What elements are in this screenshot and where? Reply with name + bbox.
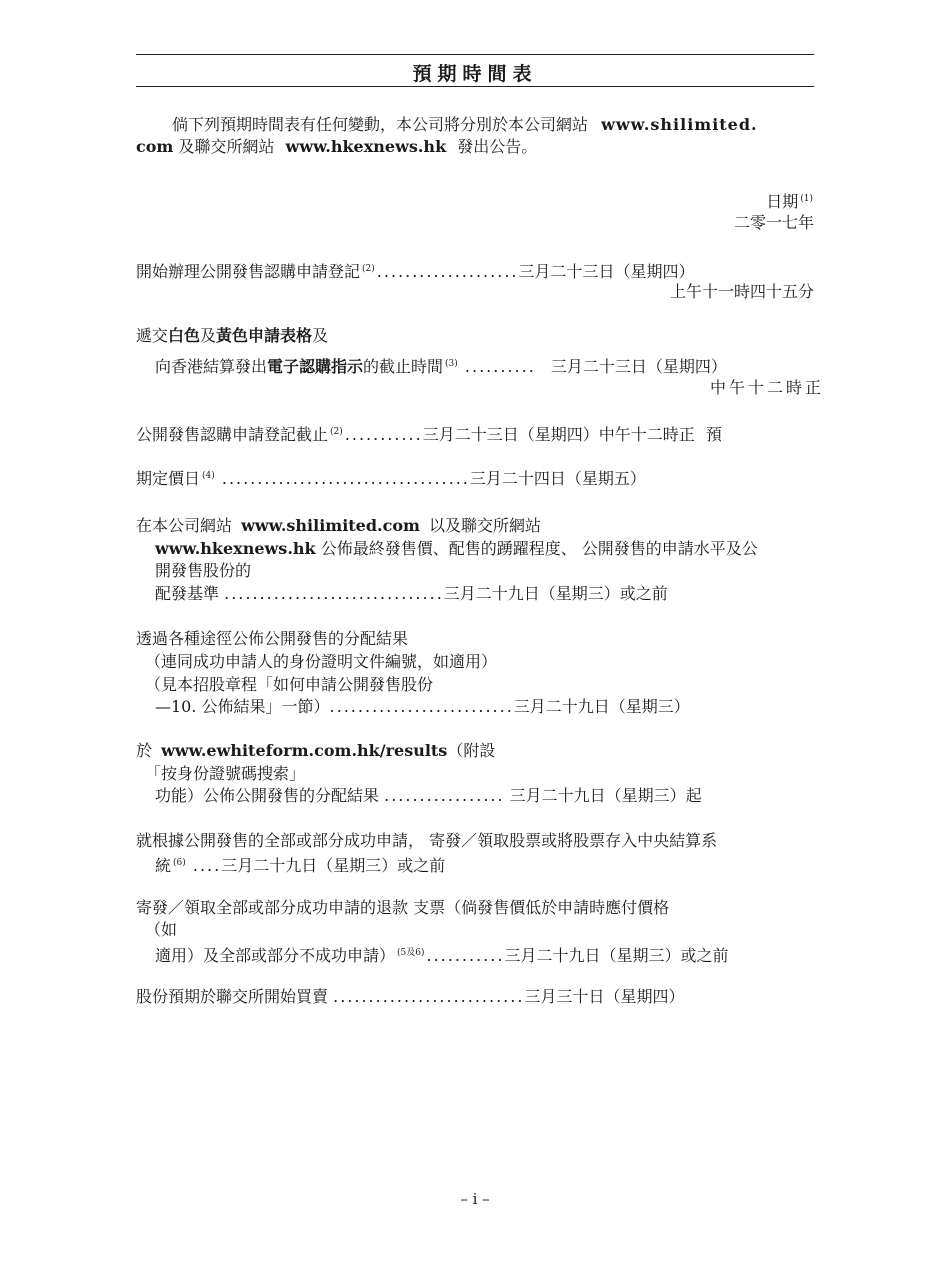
top-rule: [136, 54, 814, 55]
event-label: 期定價日: [136, 469, 201, 488]
schedule-row-cont: [155, 697, 690, 717]
intro-text-mid: 及聯交所網站: [178, 137, 275, 156]
yellow-form-label: 黃色申請表格: [216, 326, 313, 345]
schedule-row-cont: [155, 561, 251, 581]
schedule-row: [136, 987, 684, 1007]
company-website-link[interactable]: www.shilimited.: [601, 115, 758, 134]
time-text: 中午十二時正: [709, 378, 824, 397]
event-date: 三月二十三日（星期四）: [518, 262, 695, 281]
schedule-row: [136, 326, 328, 346]
leader-dots: ...................................: [221, 469, 470, 488]
eipo-label: 電子認購指示: [267, 357, 364, 376]
event-date: 三月二十九日（星期三）或之前: [443, 584, 668, 603]
event-date: 三月二十三日（星期四）: [550, 357, 727, 376]
white-form-label: 白色: [168, 326, 201, 345]
footnote-ref: (2): [330, 427, 343, 437]
text: 遞交: [136, 326, 169, 345]
schedule-row-cont: [145, 764, 305, 784]
company-website-link[interactable]: www.shilimited.com: [241, 516, 420, 535]
text: 在本公司網站: [136, 516, 233, 535]
footnote-ref: (2): [362, 264, 375, 274]
text: 向香港結算發出: [155, 357, 268, 376]
schedule-row-cont: [155, 943, 728, 966]
event-label: 配發基準: [155, 584, 220, 603]
company-website-link-end[interactable]: com: [136, 137, 174, 156]
hkex-website-link[interactable]: www.hkexnews.hk: [155, 539, 316, 558]
event-label: 適用）及全部或部分不成功申請）: [155, 946, 396, 965]
event-date: 三月二十三日（星期四）中午十二時正: [422, 425, 695, 444]
event-date: 三月二十四日（星期五）: [469, 469, 646, 488]
title-underline: [136, 86, 814, 87]
page-number: – i –: [460, 1190, 490, 1208]
leader-dots: .................: [384, 786, 505, 805]
schedule-row: [136, 898, 669, 918]
date-label: 日期: [766, 192, 799, 211]
intro-line-2: [136, 137, 537, 157]
schedule-row: [136, 629, 408, 649]
schedule-row: [136, 422, 722, 445]
leader-dots: ..........: [464, 357, 536, 376]
text: （附設: [447, 741, 496, 760]
schedule-row: [136, 466, 646, 489]
ewhiteform-link[interactable]: www.ewhiteform.com.hk/results: [161, 741, 448, 760]
year-label: 二零一七年: [733, 213, 814, 232]
intro-text-end: 發出公告。: [457, 137, 538, 156]
footnote-ref: (3): [445, 359, 458, 369]
text: （如: [145, 920, 178, 939]
schedule-row-cont: [145, 675, 433, 695]
schedule-row: [136, 516, 541, 536]
text: 公佈最終發售價、配售的踴躍程度、 公開發售的申請水平及公: [320, 539, 758, 558]
schedule-row-cont: [145, 652, 497, 672]
event-date: 三月二十九日（星期三）: [513, 697, 690, 716]
schedule-row-cont: [155, 584, 668, 604]
event-date: 三月二十九日（星期三）或之前: [221, 856, 446, 875]
text: 及: [200, 326, 217, 345]
text: 透過各種途徑公佈公開發售的分配結果: [136, 629, 409, 648]
leader-dots: ...........: [426, 946, 505, 965]
time-text: 上午十一時四十五分: [669, 282, 814, 301]
intro-text: 倘下列預期時間表有任何變動，本公司將分別於本公司網站: [172, 115, 589, 134]
text: 於: [136, 741, 153, 760]
event-time: [670, 282, 814, 302]
event-time: [710, 378, 824, 398]
text: 開發售股份的: [155, 561, 252, 580]
schedule-row-cont: [155, 853, 445, 876]
schedule-row-cont: [145, 920, 177, 940]
event-label: 股份預期於聯交所開始買賣: [136, 987, 329, 1006]
text: 「按身份證號碼搜索」: [145, 764, 306, 783]
schedule-row: [136, 741, 495, 761]
text: 預: [705, 425, 722, 444]
schedule-row: [136, 831, 717, 851]
event-label: 開始辦理公開發售認購申請登記: [136, 262, 361, 281]
leader-dots: ....................: [376, 262, 519, 281]
text: 寄發／領取全部或部分成功申請的退款 支票（倘發售價低於申請時應付價格: [136, 898, 670, 917]
event-label: 公開發售認購申請登記截止: [136, 425, 329, 444]
event-date: 三月三十日（星期四）: [524, 987, 685, 1006]
event-date: 三月二十九日（星期三）或之前: [504, 946, 729, 965]
intro-line-1: [172, 115, 758, 135]
schedule-row-cont: [155, 539, 758, 559]
text: 及: [312, 326, 329, 345]
text: 就根據公開發售的全部或部分成功申請， 寄發／領取股票或將股票存入中央結算系: [136, 831, 718, 850]
event-label: —10. 公佈結果」一節）: [155, 697, 330, 716]
footnote-ref: (1): [800, 194, 813, 204]
leader-dots: ...........................: [333, 987, 525, 1006]
text: （見本招股章程「如何申請公開發售股份: [145, 675, 434, 694]
text: 的截止時間: [363, 357, 444, 376]
page-title: 預期時間表: [412, 63, 538, 85]
schedule-row: [136, 259, 695, 282]
text: 統: [155, 856, 172, 875]
footnote-ref: (5及6): [397, 948, 425, 958]
leader-dots: ....: [192, 856, 222, 875]
footnote-ref: (4): [202, 471, 215, 481]
text: 以及聯交所網站: [429, 516, 542, 535]
leader-dots: ...........: [344, 425, 423, 444]
text: （連同成功申請人的身份證明文件編號，如適用）: [145, 652, 498, 671]
schedule-row-cont: [155, 786, 702, 806]
date-column-header: [766, 189, 815, 212]
hkex-website-link[interactable]: www.hkexnews.hk: [285, 137, 447, 156]
event-date: 三月二十九日（星期三）起: [509, 786, 702, 805]
leader-dots: ...............................: [224, 584, 444, 603]
schedule-row-cont: [155, 354, 727, 377]
event-label: 功能）公佈公開發售的分配結果: [155, 786, 380, 805]
year-header: [734, 213, 814, 233]
leader-dots: ..........................: [329, 697, 514, 716]
footnote-ref: (6): [173, 858, 186, 868]
